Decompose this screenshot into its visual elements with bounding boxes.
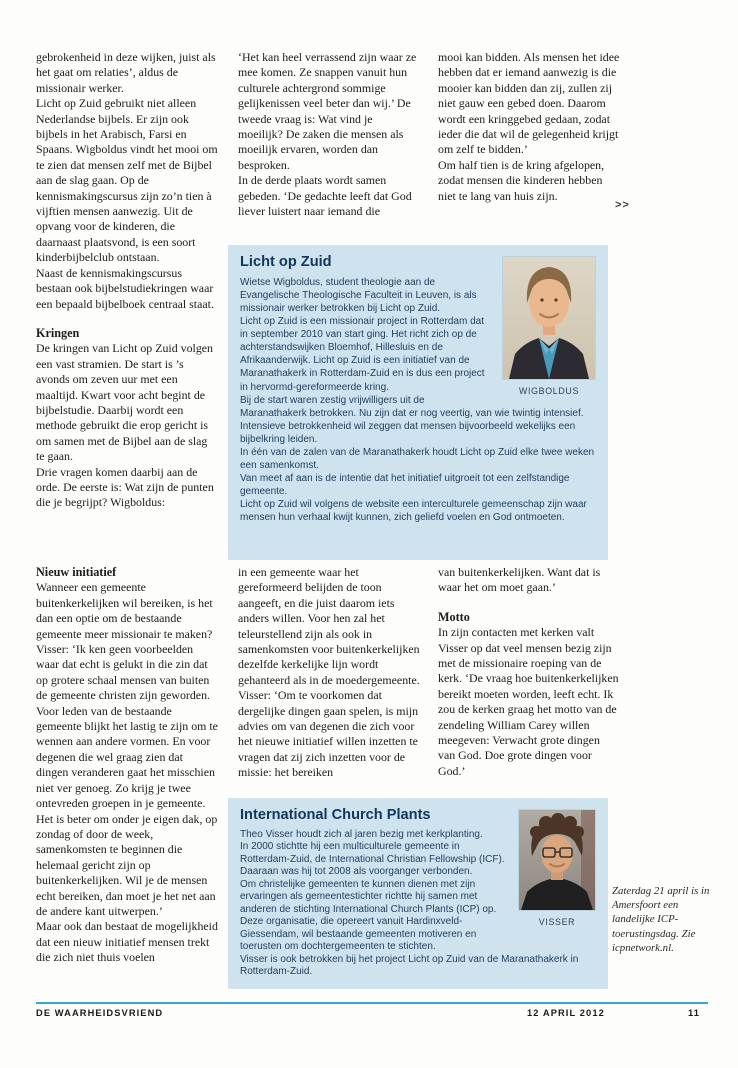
upper-column-1 xyxy=(36,50,218,511)
paragraph: Visser: ‘Om te voorkomen dat dergelijke dingen gaan spelen, is mijn advies om van degenen die zich voor het nieuwe initiatief willen inzetten te vragen dat zij zich inzetten voor de missie: het bereiken xyxy=(238,688,419,780)
paragraph: Wanneer een gemeente buitenkerkelijken wil bereiken, is het dan een optie om de bestaande gemeente meer missionair te maken? xyxy=(36,580,213,641)
paragraph: In de derde plaats wordt samen gebeden. ‘De gedachte leeft dat God liever luistert naar iemand die xyxy=(238,173,412,219)
visser-portrait xyxy=(518,809,596,911)
infobox-paragraph: In 2000 stichtte hij een multiculturele gemeente in Rotterdam-Zuid, de International Christian Fellowship (ICF). Daaraan was hij tot 2008 als voorganger verbonden. xyxy=(240,841,505,878)
footer-publication: DE WAARHEIDSVRIEND xyxy=(36,1008,164,1018)
infobox-title: Licht op Zuid xyxy=(240,254,332,270)
infobox-licht-op-zuid xyxy=(228,245,608,560)
paragraph: Maar ook dan bestaat de mogelijkheid dat een nieuw initiatief mensen trekt die zich niet thuis voelen xyxy=(36,919,218,965)
infobox-international-church-plants xyxy=(228,798,608,989)
lower-column-1 xyxy=(36,565,218,966)
infobox-title: International Church Plants xyxy=(240,807,431,823)
paragraph: Drie vragen komen daarbij aan de orde. De eerste is: Wat zijn de punten die je begrijpt? Wigboldus: xyxy=(36,464,214,510)
infobox-paragraph: Visser is ook betrokken bij het project Licht op Zuid van de Maranathakerk in Rotterdam-Zuid. xyxy=(240,953,579,978)
photo-caption-wigboldus: WIGBOLDUS xyxy=(518,386,580,396)
continued-next-page-marker: >> xyxy=(615,199,630,211)
paragraph: ‘Het kan heel verrassend zijn waar ze mee komen. Ze snappen vanuit hun culturele achtergrond sommige gelijkenissen veel beter dan wij.’ De tweede vraag is: Wat vind je moeilijk? De zaken die mensen als moeilijk ervaren, worden dan besproken. xyxy=(238,50,417,172)
paragraph: gebrokenheid in deze wijken, juist als het gaat om relaties’, aldus de missionair werker. xyxy=(36,50,216,95)
paragraph: in een gemeente waar het gereformeerd belijden de toon aangeeft, en die juist daarom iets anders willen. Voor hen zal het teleurstellend zijn als ook in samenkomsten voor buitenkerkelijken dezelfde kerkelijke lijn wordt gehanteerd als in de moedergemeente. xyxy=(238,565,420,687)
wigboldus-portrait xyxy=(502,256,596,380)
subheading-motto: Motto xyxy=(438,609,470,624)
infobox-paragraph: Licht op Zuid wil volgens de website een interculturele gemeenschap zijn waar mensen hun verhaal kwijt kunnen, zich geliefd voelen en God ontmoeten. xyxy=(240,499,587,524)
paragraph: Naast de kennismakingscursus bestaan ook bijbelstudiekringen waar een bepaald bijbelboek centraal staat. xyxy=(36,265,214,311)
paragraph: Visser: ‘Ik ken geen voorbeelden waar dat echt is gelukt in die zin dat op grotere schaal mensen van buiten de gemeente christen zijn geworden. Voor leden van de bestaande gemeente blijkt het lastig te zijn om te wennen aan andere vormen. En voor degenen die wel graag zien dat dingen veranderen gaat het misschien niet ver genoeg. Zo krijg je twee ontevreden groepen in je gemeente. xyxy=(36,642,218,811)
infobox-paragraph: Licht op Zuid is een missionair project in Rotterdam dat in september 2010 van start ging. Het richt zich op de achterstandswijken Bloemhof, Hillesluis en de Afrikaanderwijk. Licht op Zuid is een initiatief van de Maranathakerk in Rotterdam-Zuid en is dus een project in hervormd-gereformeerde kring. xyxy=(240,316,485,393)
upper-column-2 xyxy=(238,50,420,219)
margin-note: Zaterdag 21 april is in Amersfoort een landelijke ICP-toerustingsdag. Zie icpnetwork.nl. xyxy=(612,885,710,954)
paragraph: Licht op Zuid gebruikt niet alleen Nederlandse bijbels. Er zijn ook bijbels in het Arabisch, Farsi en Spaans. Wigboldus vindt het mooi om te zien dat mensen zelf met de Bijbel aan de slag gaan. Op de kennismakingscursus zijn zo’n tien à vijftien mensen aanwezig. Uit de opvang voor de kinderen, die daarnaast plaatsvond, is een soort kinderbijbelclub ontstaan. xyxy=(36,96,218,265)
footer-page-number: 11 xyxy=(688,1008,701,1018)
lower-column-3 xyxy=(438,565,620,779)
visser-photo-block xyxy=(518,809,596,929)
paragraph: Om half tien is de kring afgelopen, zodat mensen die kinderen hebben niet te lang van huis zijn. xyxy=(438,157,605,203)
infobox-paragraph: Theo Visser houdt zich al jaren bezig met kerkplanting. xyxy=(240,828,483,840)
upper-column-3 xyxy=(438,50,620,204)
infobox-paragraph: Van meet af aan is de intentie dat het initiatief uitgroeit tot een zelfstandige gemeente. xyxy=(240,473,570,498)
infobox-paragraph: Wietse Wigboldus, student theologie aan de Evangelische Theologische Faculteit in Leuven, is als missionair werker betrokken bij Licht op Zuid. xyxy=(240,276,477,314)
footer-date: 12 APRIL 2012 xyxy=(527,1008,605,1018)
paragraph: Het is beter om onder je eigen dak, op zondag of door de week, samenkomsten te beginnen die helemaal gericht zijn op buitenkerkelijken. Wil je de mensen echt bereiken, dan moet je het net aan de andere kant uitwerpen.’ xyxy=(36,811,218,918)
wigboldus-photo-block xyxy=(502,256,596,398)
lower-column-2 xyxy=(238,565,420,781)
paragraph: mooi kan bidden. Als mensen het idee hebben dat er iemand aanwezig is die mooier kan bidden dan zij, zullen zij niet gauw een gebed doen. Daarom wordt een kringgebed gedaan, zodat ieder die dat wil de gelegenheid krijgt om zelf te bidden.’ xyxy=(438,50,620,157)
subheading-kringen: Kringen xyxy=(36,325,80,340)
subheading-nieuw-initiatief: Nieuw initiatief xyxy=(36,565,117,579)
paragraph: In zijn contacten met kerken valt Visser op dat veel mensen bezig zijn met de missionaire roeping van de kerk. ‘De vraag hoe buitenkerkelijken bereikt moeten worden, leeft echt. Ik zou de kerken graag het motto van de zendeling William Carey willen meegeven: Verwacht grote dingen van God. Doe grote dingen voor God.’ xyxy=(438,625,619,778)
footer-rule xyxy=(36,1002,708,1004)
infobox-paragraph: Bij de start waren zestig vrijwilligers uit de Maranathakerk betrokken. Nu zijn dat er nog veertig, van wie twintig intensief. Intensieve betrokkenheid wil zeggen dat mensen bijvoorbeeld wekelijks een bijbelkring leiden. xyxy=(240,394,584,445)
paragraph: van buitenkerkelijken. Want dat is waar het om moet gaan.’ xyxy=(438,565,601,595)
photo-caption-visser: VISSER xyxy=(538,917,576,927)
infobox-paragraph: Om christelijke gemeenten te kunnen dienen met zijn ervaringen als gemeentestichter richtte hij samen met anderen de stichting International Church Plants (ICP) op. Deze organisatie, die opereert vanuit Hardinxveld-Giessendam, wil bestaande gemeenten motiveren en toerusten om dochtergemeenten te stichten. xyxy=(240,878,497,953)
infobox-paragraph: In één van de zalen van de Maranathakerk houdt Licht op Zuid elke twee weken een samenkomst. xyxy=(240,447,595,472)
paragraph: De kringen van Licht op Zuid volgen een vast stramien. De start is ’s avonds om zeven uur met een maaltijd. Kwart voor acht begint de bijbelstudie. Daarbij wordt een methode gebruikt die erop gericht is om samen met de Bijbel aan de slag te gaan. xyxy=(36,341,213,464)
